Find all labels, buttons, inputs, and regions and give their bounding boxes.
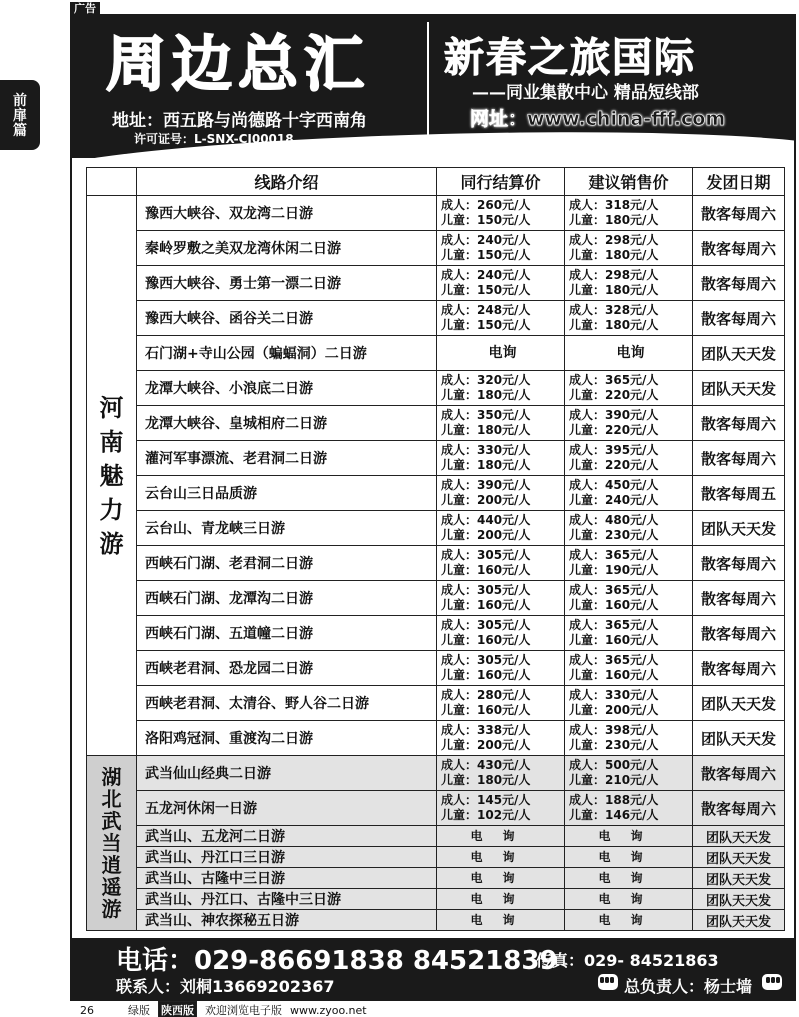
adult-price: 成人：188元/人 — [569, 793, 659, 807]
suggested-price — [565, 511, 693, 546]
table-row[interactable] — [87, 476, 785, 511]
table-row[interactable] — [87, 441, 785, 476]
suggested-price — [565, 756, 693, 791]
suggested-price — [565, 371, 693, 406]
edition-box: 陕西版 — [158, 1001, 197, 1017]
side-tab-char: 扉 — [13, 108, 27, 124]
child-price: 儿童：150元/人 — [441, 283, 531, 297]
departure-schedule: 散客每周六 — [693, 581, 785, 616]
route-name: 武当仙山经典二日游 — [137, 756, 437, 791]
departure-schedule: 散客每周六 — [693, 791, 785, 826]
side-tab-char: 篇 — [13, 123, 27, 139]
route-name: 西峡老君洞、恐龙园二日游 — [137, 651, 437, 686]
departure-schedule: 团队天天发 — [693, 336, 785, 371]
net-price — [437, 686, 565, 721]
table-row[interactable] — [87, 791, 785, 826]
adult-price: 成人：145元/人 — [441, 793, 531, 807]
departure-schedule: 团队天天发 — [693, 889, 785, 910]
route-name: 洛阳鸡冠洞、重渡沟二日游 — [137, 721, 437, 756]
region-char: 河 — [99, 393, 124, 422]
adult-price: 成人：430元/人 — [441, 758, 531, 772]
departure-schedule: 散客每周六 — [693, 406, 785, 441]
net-price — [437, 791, 565, 826]
route-name: 龙潭大峡谷、皇城相府二日游 — [137, 406, 437, 441]
route-name: 灌河军事漂流、老君洞二日游 — [137, 441, 437, 476]
routes-table-body — [87, 196, 785, 931]
fist-icon — [756, 968, 786, 996]
table-row[interactable] — [87, 196, 785, 231]
phone-number[interactable]: 电话：029-86691838 84521839 — [116, 946, 558, 976]
route-name: 豫西大峡谷、双龙湾二日游 — [137, 196, 437, 231]
table-header-row — [87, 168, 785, 196]
departure-schedule: 散客每周五 — [693, 476, 785, 511]
adult-price: 成人：390元/人 — [441, 478, 531, 492]
net-price — [437, 511, 565, 546]
column-header-suggested-price: 建议销售价 — [565, 168, 693, 196]
suggested-price: 电询 — [565, 336, 693, 371]
route-name: 武当山、丹江口三日游 — [137, 847, 437, 868]
adult-price: 成人：328元/人 — [569, 303, 659, 317]
departure-schedule: 散客每周六 — [693, 616, 785, 651]
region-char: 遥 — [101, 875, 122, 899]
table-row[interactable] — [87, 546, 785, 581]
net-price — [437, 476, 565, 511]
route-name: 豫西大峡谷、勇士第一漂二日游 — [137, 266, 437, 301]
net-price: 电询 — [437, 910, 565, 931]
adult-price: 成人：365元/人 — [569, 583, 659, 597]
adult-price: 成人：395元/人 — [569, 443, 659, 457]
region-label — [87, 756, 137, 931]
child-price: 儿童：160元/人 — [569, 668, 659, 682]
departure-schedule: 散客每周六 — [693, 441, 785, 476]
child-price: 儿童：220元/人 — [569, 458, 659, 472]
net-price — [437, 616, 565, 651]
child-price: 儿童：200元/人 — [441, 738, 531, 752]
adult-price: 成人：350元/人 — [441, 408, 531, 422]
suggested-price — [565, 616, 693, 651]
route-name: 五龙河休闲一日游 — [137, 791, 437, 826]
route-name: 云台山、青龙峡三日游 — [137, 511, 437, 546]
suggested-price — [565, 791, 693, 826]
adult-price: 成人：480元/人 — [569, 513, 659, 527]
adult-price: 成人：365元/人 — [569, 548, 659, 562]
child-price: 儿童：200元/人 — [441, 493, 531, 507]
adult-price: 成人：365元/人 — [569, 618, 659, 632]
adult-price: 成人：390元/人 — [569, 408, 659, 422]
route-name: 秦岭罗敷之美双龙湾休闲二日游 — [137, 231, 437, 266]
adult-price: 成人：365元/人 — [569, 373, 659, 387]
departure-schedule: 散客每周六 — [693, 301, 785, 336]
departure-schedule: 散客每周六 — [693, 196, 785, 231]
license-number: 许可证号：L-SNX-CJ00018 — [134, 132, 294, 146]
suggested-price — [565, 196, 693, 231]
adult-price: 成人：305元/人 — [441, 653, 531, 667]
address: 地址：西五路与尚德路十字西南角 — [112, 111, 367, 131]
region-char: 魅 — [99, 461, 124, 490]
adult-price: 成人：248元/人 — [441, 303, 531, 317]
table-row[interactable] — [87, 889, 785, 910]
child-price: 儿童：220元/人 — [569, 423, 659, 437]
suggested-price — [565, 546, 693, 581]
company-subtitle: ——同业集散中心 精品短线部 — [472, 83, 699, 103]
column-header-route: 线路介绍 — [137, 168, 437, 196]
table-row[interactable] — [87, 721, 785, 756]
net-price: 电询 — [437, 336, 565, 371]
child-price: 儿童：102元/人 — [441, 808, 531, 822]
net-price — [437, 196, 565, 231]
side-tab-char: 前 — [13, 93, 27, 109]
child-price: 儿童：160元/人 — [441, 633, 531, 647]
company-name: 新春之旅国际 — [444, 35, 696, 81]
child-price: 儿童：180元/人 — [569, 248, 659, 262]
route-name: 西峡石门湖、老君洞二日游 — [137, 546, 437, 581]
page-number: 26 — [80, 1003, 94, 1017]
suggested-price: 电询 — [565, 868, 693, 889]
adult-price: 成人：365元/人 — [569, 653, 659, 667]
child-price: 儿童：180元/人 — [569, 318, 659, 332]
region-char: 武 — [101, 809, 122, 833]
suggested-price: 电询 — [565, 889, 693, 910]
departure-schedule: 散客每周六 — [693, 266, 785, 301]
edition-label: 绿版 — [128, 1004, 150, 1017]
adult-price: 成人：450元/人 — [569, 478, 659, 492]
net-price: 电询 — [437, 868, 565, 889]
departure-schedule: 团队天天发 — [693, 511, 785, 546]
adult-price: 成人：318元/人 — [569, 198, 659, 212]
departure-schedule: 散客每周六 — [693, 231, 785, 266]
region-char: 游 — [99, 529, 124, 558]
table-row[interactable] — [87, 616, 785, 651]
table-row[interactable] — [87, 336, 785, 371]
route-name: 西峡石门湖、五道幢二日游 — [137, 616, 437, 651]
child-price: 儿童：230元/人 — [569, 528, 659, 542]
route-name: 西峡老君洞、太清谷、野人谷二日游 — [137, 686, 437, 721]
table-row[interactable] — [87, 371, 785, 406]
net-price — [437, 231, 565, 266]
region-char: 游 — [101, 897, 122, 921]
net-price — [437, 301, 565, 336]
table-row[interactable] — [87, 301, 785, 336]
net-price — [437, 581, 565, 616]
net-price: 电询 — [437, 889, 565, 910]
net-price — [437, 266, 565, 301]
adult-price: 成人：240元/人 — [441, 268, 531, 282]
header-divider — [427, 22, 429, 140]
table-row[interactable] — [87, 651, 785, 686]
table-row[interactable] — [87, 868, 785, 889]
welcome-text: 欢迎浏览电子版 — [205, 1004, 282, 1017]
suggested-price — [565, 301, 693, 336]
route-name: 云台山三日品质游 — [137, 476, 437, 511]
departure-schedule: 散客每周六 — [693, 546, 785, 581]
suggested-price: 电询 — [565, 826, 693, 847]
adult-price: 成人：500元/人 — [569, 758, 659, 772]
child-price: 儿童：160元/人 — [441, 668, 531, 682]
region-char: 逍 — [101, 853, 122, 877]
child-price: 儿童：146元/人 — [569, 808, 659, 822]
table-row[interactable] — [87, 756, 785, 791]
child-price: 儿童：160元/人 — [569, 598, 659, 612]
child-price: 儿童：150元/人 — [441, 318, 531, 332]
departure-schedule: 团队天天发 — [693, 826, 785, 847]
adult-price: 成人：305元/人 — [441, 548, 531, 562]
child-price: 儿童：200元/人 — [569, 703, 659, 717]
net-price — [437, 721, 565, 756]
table-row[interactable] — [87, 826, 785, 847]
child-price: 儿童：180元/人 — [441, 388, 531, 402]
suggested-price — [565, 406, 693, 441]
departure-schedule: 团队天天发 — [693, 721, 785, 756]
child-price: 儿童：190元/人 — [569, 563, 659, 577]
child-price: 儿童：180元/人 — [441, 773, 531, 787]
departure-schedule: 散客每周六 — [693, 756, 785, 791]
region-char: 湖 — [101, 765, 122, 789]
adult-price: 成人：305元/人 — [441, 583, 531, 597]
net-price — [437, 651, 565, 686]
table-row[interactable] — [87, 847, 785, 868]
departure-schedule: 团队天天发 — [693, 371, 785, 406]
route-name: 武当山、丹江口、古隆中三日游 — [137, 889, 437, 910]
child-price: 儿童：160元/人 — [441, 703, 531, 717]
child-price: 儿童：230元/人 — [569, 738, 659, 752]
child-price: 儿童：180元/人 — [569, 213, 659, 227]
contact-footer — [72, 938, 794, 1000]
page-bottom-bar — [80, 1003, 367, 1017]
adult-price: 成人：320元/人 — [441, 373, 531, 387]
departure-schedule: 团队天天发 — [693, 686, 785, 721]
child-price: 儿童：150元/人 — [441, 213, 531, 227]
table-row[interactable] — [87, 910, 785, 931]
suggested-price — [565, 476, 693, 511]
suggested-price — [565, 651, 693, 686]
child-price: 儿童：150元/人 — [441, 248, 531, 262]
child-price: 儿童：220元/人 — [569, 388, 659, 402]
child-price: 儿童：160元/人 — [569, 633, 659, 647]
region-char: 当 — [101, 831, 122, 855]
departure-schedule: 团队天天发 — [693, 910, 785, 931]
brand-logo: 周边总汇 — [106, 30, 370, 100]
adult-price: 成人：440元/人 — [441, 513, 531, 527]
suggested-price — [565, 686, 693, 721]
region-char: 南 — [99, 427, 124, 456]
child-price: 儿童：240元/人 — [569, 493, 659, 507]
child-price: 儿童：180元/人 — [441, 458, 531, 472]
route-name: 武当山、神农探秘五日游 — [137, 910, 437, 931]
adult-price: 成人：298元/人 — [569, 268, 659, 282]
adult-price: 成人：280元/人 — [441, 688, 531, 702]
header-banner — [72, 16, 794, 158]
adult-price: 成人：298元/人 — [569, 233, 659, 247]
adult-price: 成人：398元/人 — [569, 723, 659, 737]
child-price: 儿童：200元/人 — [441, 528, 531, 542]
suggested-price — [565, 231, 693, 266]
net-price — [437, 546, 565, 581]
website-link[interactable]: 网址：www.china-fff.com — [470, 108, 726, 130]
table-row[interactable] — [87, 511, 785, 546]
region-label — [87, 196, 137, 756]
adult-price: 成人：338元/人 — [441, 723, 531, 737]
manager-name: 总负责人：杨士墙 — [624, 977, 753, 996]
departure-schedule: 散客每周六 — [693, 651, 785, 686]
column-header-net-price: 同行结算价 — [437, 168, 565, 196]
child-price: 儿童：210元/人 — [569, 773, 659, 787]
adult-price: 成人：330元/人 — [569, 688, 659, 702]
net-price — [437, 756, 565, 791]
column-header-region — [87, 168, 137, 196]
route-name: 西峡石门湖、龙潭沟二日游 — [137, 581, 437, 616]
net-price — [437, 371, 565, 406]
region-char: 北 — [101, 787, 122, 811]
child-price: 儿童：160元/人 — [441, 563, 531, 577]
fax-number: 传真：029- 84521863 — [536, 951, 719, 970]
table-row[interactable] — [87, 581, 785, 616]
adult-price: 成人：330元/人 — [441, 443, 531, 457]
table-row[interactable] — [87, 406, 785, 441]
route-name: 龙潭大峡谷、小浪底二日游 — [137, 371, 437, 406]
route-name: 豫西大峡谷、函谷关二日游 — [137, 301, 437, 336]
ad-tag: 广告 — [70, 2, 100, 16]
net-price: 电询 — [437, 826, 565, 847]
table-row[interactable] — [87, 231, 785, 266]
suggested-price — [565, 266, 693, 301]
child-price: 儿童：160元/人 — [441, 598, 531, 612]
suggested-price — [565, 721, 693, 756]
child-price: 儿童：180元/人 — [441, 423, 531, 437]
column-header-departure: 发团日期 — [693, 168, 785, 196]
suggested-price: 电询 — [565, 847, 693, 868]
table-row[interactable] — [87, 266, 785, 301]
region-char: 力 — [99, 495, 124, 524]
departure-schedule: 团队天天发 — [693, 847, 785, 868]
net-price: 电询 — [437, 847, 565, 868]
suggested-price: 电询 — [565, 910, 693, 931]
side-tab-label — [0, 94, 40, 139]
route-name: 武当山、古隆中三日游 — [137, 868, 437, 889]
site-url[interactable]: www.zyoo.net — [290, 1003, 367, 1017]
suggested-price — [565, 441, 693, 476]
contact-person: 联系人：刘桐13669202367 — [116, 977, 335, 996]
adult-price: 成人：260元/人 — [441, 198, 531, 212]
fist-icon — [594, 968, 624, 996]
route-name: 武当山、五龙河二日游 — [137, 826, 437, 847]
suggested-price — [565, 581, 693, 616]
child-price: 儿童：180元/人 — [569, 283, 659, 297]
table-row[interactable] — [87, 686, 785, 721]
adult-price: 成人：305元/人 — [441, 618, 531, 632]
adult-price: 成人：240元/人 — [441, 233, 531, 247]
routes-table — [86, 167, 785, 931]
departure-schedule: 团队天天发 — [693, 868, 785, 889]
net-price — [437, 406, 565, 441]
section-side-tab[interactable] — [0, 80, 40, 150]
net-price — [437, 441, 565, 476]
route-name: 石门湖+寺山公园（蝙蝠洞）二日游 — [137, 336, 437, 371]
